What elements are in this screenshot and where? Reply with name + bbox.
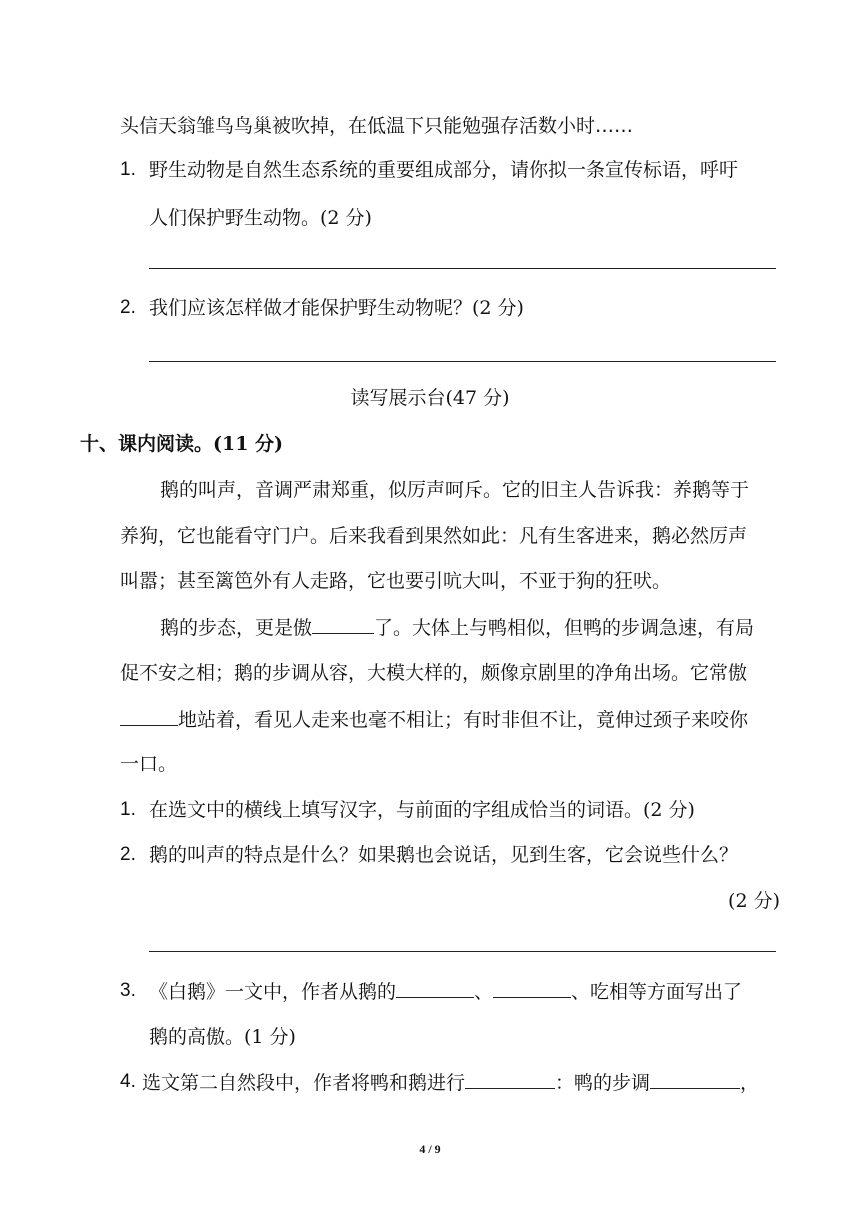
question-text [149, 979, 742, 1004]
question-text-part: 《白鹅》一文中，作者从鹅的 [149, 981, 397, 1003]
question-text-part: ：鸭的步调 [555, 1072, 651, 1094]
passage-line: 鹅的叫声，音调严肃郑重，似厉声呵斥。它的旧主人告诉我：养鹅等于 [160, 479, 750, 501]
answer-line[interactable] [149, 951, 776, 952]
question-score: (2 分) [728, 890, 780, 912]
question-text-part: ， [740, 1072, 760, 1094]
passage-text: 地站着，看见人走来也毫不相让；有时非但不让，竟伸过颈子来咬你 [178, 709, 749, 731]
question-number: 2. [120, 297, 136, 318]
question-text-part: 选文第二自然段中，作者将鸭和鹅进行 [142, 1072, 466, 1094]
question-text: 在选文中的横线上填写汉字，与前面的字组成恰当的词语。(2 分) [149, 799, 695, 821]
question-number: 1. [120, 799, 136, 820]
section-heading: 十、课内阅读。(11 分) [80, 433, 284, 455]
passage-line: 促不安之相；鹅的步调从容，大模大样的，颇像京剧里的净角出场。它常傲 [120, 662, 748, 684]
question-text: 鹅的高傲。(1 分) [149, 1026, 296, 1048]
page-number: 4 / 9 [419, 1142, 441, 1156]
question-number: 3. [120, 980, 136, 1001]
fill-blank[interactable] [493, 979, 571, 998]
question-text: 人们保护野生动物。(2 分) [149, 207, 372, 229]
passage-line: 养狗，它也能看守门户。后来我看到果然如此：凡有生客进来，鹅必然厉声 [120, 525, 748, 547]
answer-line[interactable] [149, 361, 776, 362]
fill-blank[interactable] [650, 1070, 740, 1089]
passage-text: 鹅的步态，更是傲 [160, 617, 313, 639]
fill-blank[interactable] [396, 979, 474, 998]
passage-line: 头信天翁雏鸟鸟巢被吹掉，在低温下只能勉强存活数小时…… [120, 115, 634, 137]
fill-blank[interactable] [465, 1070, 555, 1089]
fill-blank[interactable] [120, 707, 178, 726]
section-title: 读写展示台(47 分) [350, 387, 510, 409]
question-text: 鹅的叫声的特点是什么？如果鹅也会说话，见到生客，它会说些什么？ [149, 844, 739, 866]
question-number: 2. [120, 844, 136, 865]
passage-line: 一口。 [120, 753, 178, 775]
question-number: 4. [120, 1071, 136, 1092]
question-text-part: 、 [474, 981, 494, 1003]
passage-text: 了。大体上与鸭相似，但鸭的步调急速，有局 [374, 617, 755, 639]
question-text [142, 1070, 759, 1095]
passage-line [120, 707, 748, 732]
question-text: 我们应该怎样做才能保护野生动物呢？(2 分) [149, 297, 524, 319]
question-text: 野生动物是自然生态系统的重要组成部分，请你拟一条宣传标语，呼吁 [149, 159, 739, 181]
passage-line: 叫嚣；甚至篱笆外有人走路，它也要引吭大叫，不亚于狗的狂吠。 [120, 570, 672, 592]
question-text-part: 、吃相等方面写出了 [571, 981, 743, 1003]
question-number: 1. [120, 159, 136, 180]
passage-line [160, 615, 754, 640]
answer-line[interactable] [149, 268, 776, 269]
fill-blank[interactable] [312, 615, 374, 634]
